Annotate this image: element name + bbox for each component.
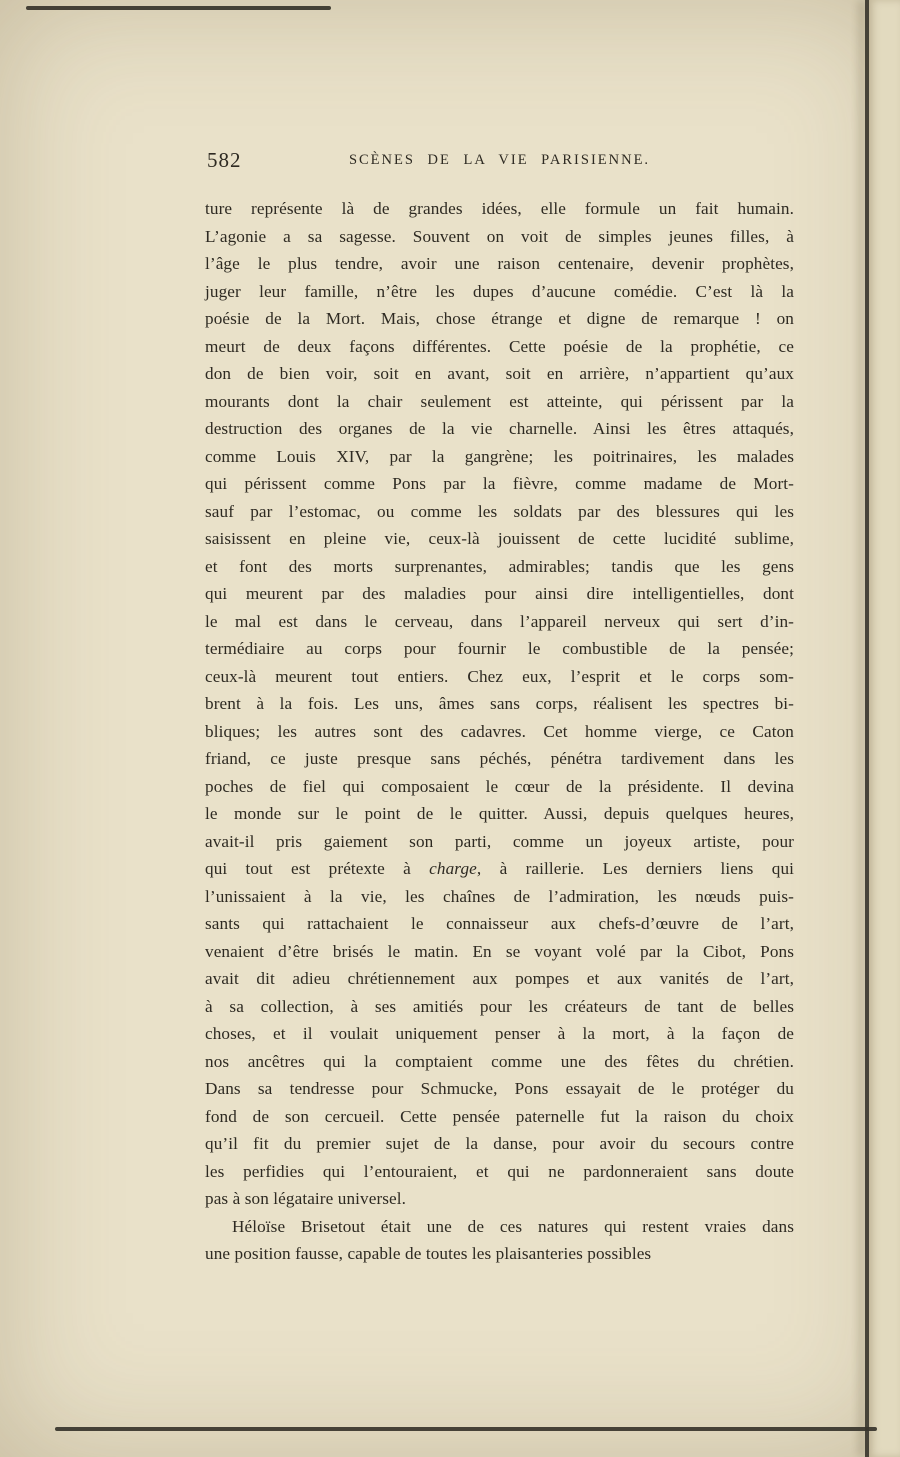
text-line: ceux-là meurent tout entiers. Chez eux, l’esprit et le corps som-: [205, 666, 794, 686]
text-line: juger leur famille, n’être les dupes d’aucune comédie. C’est là la: [205, 281, 794, 301]
text-line: les perfidies qui l’entouraient, et qui ne pardonneraient sans doute: [205, 1161, 794, 1181]
text-line: ture représente là de grandes idées, elle formule un fait humain.: [205, 199, 794, 218]
text-line: friand, ce juste presque sans péchés, pénétra tardivement dans les: [205, 749, 794, 768]
paragraph: [205, 1213, 794, 1268]
page-content: [205, 148, 794, 1268]
text-line: l’unissaient à la vie, les chaînes de l’admiration, les nœuds puis-: [205, 886, 794, 906]
text-line: Dans sa tendresse pour Schmucke, Pons essayait de le protéger du: [205, 1079, 794, 1098]
text-line: venaient d’être brisés le matin. En se voyant volé par la Cibot, Pons: [205, 941, 794, 961]
text-block: [205, 195, 794, 1268]
text-line: pas à son légataire universel.: [205, 1189, 407, 1208]
text-line: poches de fiel qui composaient le cœur de la présidente. Il devina: [205, 776, 794, 796]
text-line: bliques; les autres sont des cadavres. Cet homme vierge, ce Caton: [205, 721, 794, 741]
text-line: qu’il fit du premier sujet de la danse, pour avoir du secours contre: [205, 1134, 794, 1153]
text-line: qui tout est prétexte à charge, à raillerie. Les derniers liens qui: [205, 859, 795, 878]
text-line: poésie de la Mort. Mais, chose étrange et digne de remarque ! on: [205, 309, 794, 328]
text-line: avait-il pris gaiement son parti, comme un joyeux artiste, pour: [205, 831, 794, 851]
text-line: une position fausse, capable de toutes les plaisanteries possibles: [205, 1244, 652, 1263]
text-line: nos ancêtres qui la comptaient comme une des fêtes du chrétien.: [205, 1051, 794, 1071]
text-line: à sa collection, à ses amitiés pour les créateurs de tant de belles: [205, 996, 794, 1016]
scan-edge-bottom: [55, 1427, 877, 1431]
scan-edge-top: [26, 6, 331, 10]
text-line: sauf par l’estomac, ou comme les soldats par des blessures qui les: [205, 501, 794, 521]
page-number: 582: [207, 148, 242, 172]
text-line: destruction des organes de la vie charnelle. Ainsi les êtres attaqués,: [205, 419, 794, 438]
text-line: fond de son cercueil. Cette pensée paternelle fut la raison du choix: [205, 1106, 794, 1126]
text-line: le mal est dans le cerveau, dans l’appareil nerveux qui sert d’in-: [205, 611, 794, 631]
text-line: comme Louis XIV, par la gangrène; les poitrinaires, les malades: [205, 446, 794, 466]
text-line: sants qui rattachaient le connaisseur aux chefs-d’œuvre de l’art,: [205, 914, 794, 933]
text-line: l’âge le plus tendre, avoir une raison centenaire, devenir prophètes,: [205, 254, 794, 273]
page-header: [205, 148, 794, 178]
text-line: don de bien voir, soit en avant, soit en arrière, n’appartient qu’aux: [205, 364, 794, 383]
text-line: meurt de deux façons différentes. Cette poésie de la prophétie, ce: [205, 336, 794, 356]
running-title: SCÈNES DE LA VIE PARISIENNE.: [348, 152, 651, 168]
text-line: Héloïse Brisetout était une de ces natures qui restent vraies dans: [232, 1216, 794, 1236]
paragraph: [205, 195, 794, 1213]
text-line: brent à la fois. Les uns, âmes sans corps, réalisent les spectres bi-: [205, 694, 794, 713]
text-line: saisissent en pleine vie, ceux-là jouissent de cette lucidité sublime,: [205, 529, 794, 548]
text-line: qui meurent par des maladies pour ainsi dire intelligentielles, dont: [205, 584, 794, 603]
text-line: mourants dont la chair seulement est atteinte, qui périssent par la: [205, 391, 794, 411]
text-line: L’agonie a sa sagesse. Souvent on voit de simples jeunes filles, à: [205, 226, 794, 246]
text-line: qui périssent comme Pons par la fièvre, comme madame de Mort-: [205, 474, 794, 493]
scan-edge-right: [865, 0, 869, 1457]
text-line: le monde sur le point de le quitter. Aussi, depuis quelques heures,: [205, 804, 794, 823]
text-line: avait dit adieu chrétiennement aux pompes et aux vanités de l’art,: [205, 969, 794, 988]
text-line: et font des morts surprenantes, admirables; tandis que les gens: [205, 556, 794, 576]
scan-page-edge-strip: [869, 0, 900, 1457]
text-line: choses, et il voulait uniquement penser à la mort, à la façon de: [205, 1024, 794, 1043]
text-line: termédiaire au corps pour fournir le combustible de la pensée;: [205, 639, 794, 658]
